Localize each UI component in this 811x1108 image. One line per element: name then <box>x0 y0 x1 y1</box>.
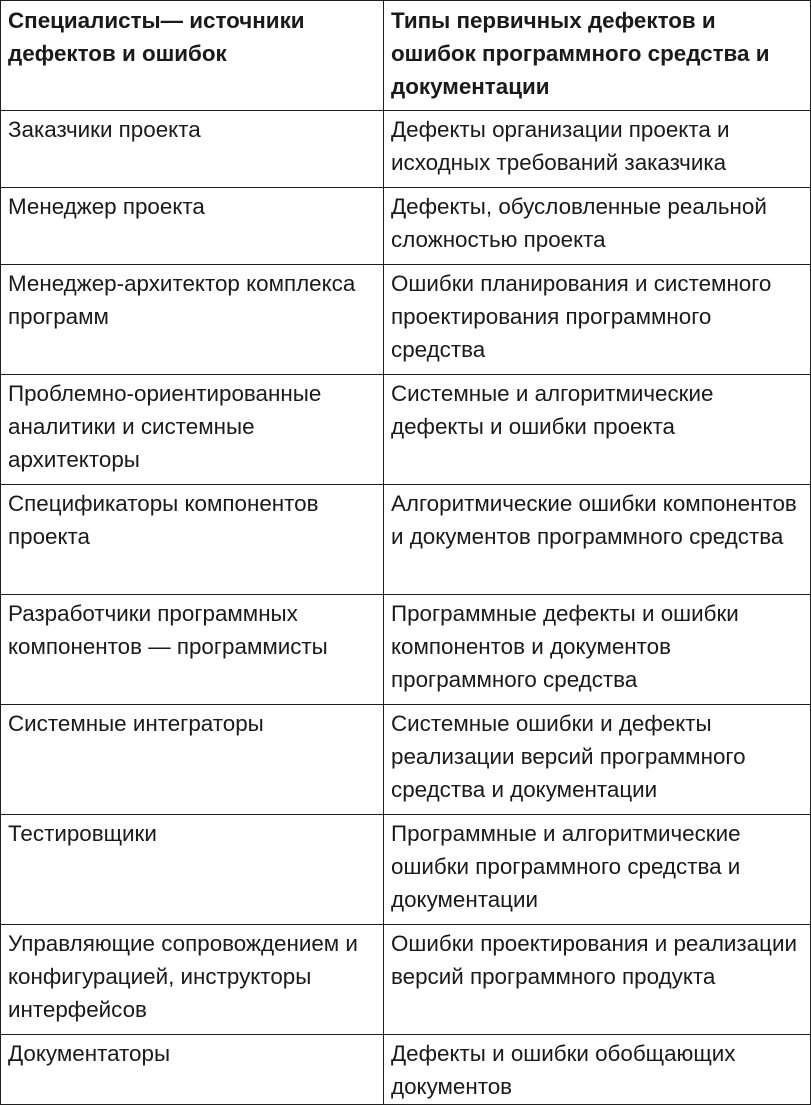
specialist-cell: Проблемно-ориентированные аналитики и системные архитекторы <box>1 375 384 485</box>
specialist-cell: Заказчики проекта <box>1 111 384 188</box>
header-specialists: Специалисты— источники дефектов и ошибок <box>1 1 384 111</box>
specialist-cell: Системные интеграторы <box>1 705 384 815</box>
defect-type-cell: Алгоритмические ошибки компонентов и документов программного средства <box>384 485 811 595</box>
table-row <box>1 375 811 485</box>
table-row <box>1 111 811 188</box>
specialist-cell: Управляющие сопровождением и конфигурацией, инструкторы интерфейсов <box>1 925 384 1035</box>
table-row <box>1 705 811 815</box>
table-row <box>1 925 811 1035</box>
defect-type-cell: Системные и алгоритмические дефекты и ошибки проекта <box>384 375 811 485</box>
table-row <box>1 485 811 595</box>
defect-type-cell: Системные ошибки и дефекты реализации версий программного средства и документации <box>384 705 811 815</box>
defect-type-cell: Дефекты и ошибки обобщающих документов <box>384 1035 811 1105</box>
defect-type-cell: Ошибки планирования и системного проектирования программного средства <box>384 265 811 375</box>
specialist-cell: Спецификаторы компонентов проекта <box>1 485 384 595</box>
defect-type-cell: Программные дефекты и ошибки компонентов и документов программного средства <box>384 595 811 705</box>
specialist-cell: Разработчики программных компонентов — программисты <box>1 595 384 705</box>
table-row <box>1 595 811 705</box>
defect-type-cell: Программные и алгоритмические ошибки программного средства и документации <box>384 815 811 925</box>
table-row <box>1 815 811 925</box>
specialist-cell: Тестировщики <box>1 815 384 925</box>
specialist-cell: Документаторы <box>1 1035 384 1105</box>
table-row <box>1 1035 811 1105</box>
header-defect-types: Типы первичных дефектов и ошибок программного средства и документации <box>384 1 811 111</box>
defect-type-cell: Ошибки проектирования и реализации версий программного продукта <box>384 925 811 1035</box>
specialist-cell: Менеджер проекта <box>1 188 384 265</box>
table-header-row <box>1 1 811 111</box>
specialist-cell: Менеджер-архитектор комплекса программ <box>1 265 384 375</box>
defect-type-cell: Дефекты организации проекта и исходных требований заказчика <box>384 111 811 188</box>
defect-type-cell: Дефекты, обусловленные реальной сложностью проекта <box>384 188 811 265</box>
table-row <box>1 188 811 265</box>
table-row <box>1 265 811 375</box>
